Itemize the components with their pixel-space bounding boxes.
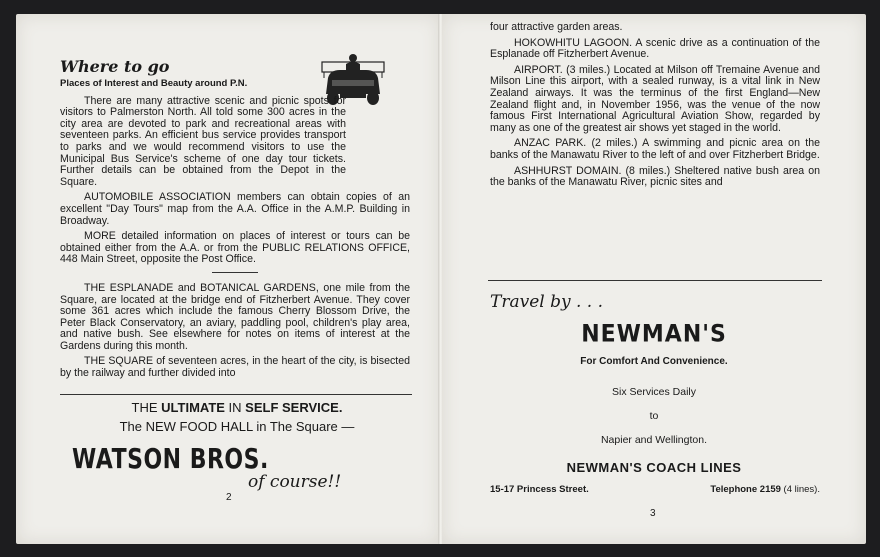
ad-subline: The NEW FOOD HALL in The Square — bbox=[119, 419, 355, 434]
ad-divider bbox=[60, 394, 412, 395]
watson-tagline: of course!! bbox=[248, 472, 342, 492]
airport-paragraph: AIRPORT. (3 miles.) Located at Milson off Tremaine Avenue and Milson Line this airport, with a sealed runway, is a vital link in New Zealand airways. It was the terminus of the first England—New Zealand flight and, in November 1956, was the venue of the now famous First International Agricultural Aviation Show, regarded by many as one of the greatest air shows yet staged in the world. bbox=[490, 63, 820, 134]
page-subheading: Places of Interest and Beauty around P.N. bbox=[60, 78, 248, 89]
newmans-slogan: For Comfort And Convenience. bbox=[580, 356, 728, 367]
phone-number: Telephone 2159 bbox=[710, 484, 781, 495]
page-heading: Where to go bbox=[60, 57, 170, 76]
phone-text bbox=[710, 484, 820, 495]
watson-ad bbox=[62, 398, 412, 434]
page-number-left: 2 bbox=[226, 492, 232, 503]
ad-text-bold: SELF SERVICE. bbox=[245, 400, 343, 415]
services-text: Six Services Daily bbox=[611, 386, 697, 398]
watson-brand: WATSON BROS. bbox=[72, 444, 269, 476]
anzac-paragraph: ANZAC PARK. (2 miles.) A swimming and picnic area on the banks of the Manawatu River to the left of and over Fitzherbert Bridge. bbox=[490, 137, 820, 161]
aa-paragraph: AUTOMOBILE ASSOCIATION members can obtain copies of an excellent "Day Tours" map from the A.A. Office in the A.M.P. Building in Broadway. bbox=[60, 191, 410, 227]
left-column bbox=[60, 58, 410, 384]
ad-text: IN bbox=[224, 400, 246, 415]
ad-text-bold: ULTIMATE bbox=[161, 400, 225, 415]
info-paragraph: MORE detailed information on places of interest or tours can be obtained either from the A.A. or from the PUBLIC RELATIONS OFFICE, 448 Main Street, opposite the Post Office. bbox=[60, 230, 410, 266]
esplanade-paragraph: THE ESPLANADE and BOTANICAL GARDENS, one mile from the Square, are located at the bridge end of Fitzherbert Avenue. They cover some 361 acres which include the famous Cherry Blossom Drive, the Peter Black Conservatory, an aviary, paddling pool, children's play area, and native bush. See elsewhere for notes on items of interest at the Gardens during this month. bbox=[60, 281, 410, 352]
continued-paragraph: four attractive garden areas. bbox=[490, 21, 623, 33]
newmans-brand: NEWMAN'S bbox=[581, 320, 727, 349]
phone-lines: (4 lines). bbox=[780, 484, 820, 495]
right-column bbox=[490, 22, 820, 193]
destinations-text: Napier and Wellington. bbox=[600, 434, 708, 446]
coach-lines-title: NEWMAN'S COACH LINES bbox=[566, 460, 742, 475]
square-paragraph: THE SQUARE of seventeen acres, in the heart of the city, is bisected by the railway and further divided into bbox=[60, 355, 410, 380]
address-text: 15-17 Princess Street. bbox=[490, 484, 589, 495]
ashhurst-paragraph: ASHHURST DOMAIN. (8 miles.) Sheltered native bush area on the banks of the Manawatu River, picnic sites and bbox=[490, 164, 820, 189]
page-number-right: 3 bbox=[650, 508, 656, 519]
ad-divider-right bbox=[488, 280, 822, 281]
to-text: to bbox=[649, 410, 659, 422]
travel-by-text: Travel by . . . bbox=[490, 292, 604, 312]
left-page bbox=[16, 14, 440, 544]
hokowhitu-paragraph: HOKOWHITU LAGOON. A scenic drive as a continuation of the Esplanade off Fitzherbert Avenue. bbox=[490, 36, 820, 61]
right-page bbox=[442, 14, 866, 544]
ad-headline bbox=[62, 400, 412, 415]
section-divider bbox=[212, 272, 258, 273]
intro-paragraph: There are many attractive scenic and picnic spots for visitors to Palmerston North. All told some 300 acres in the city area are devoted to park and recreational areas with seventeen parks. An efficient bus service provides transport to parks and we would recommend visitors to use the Municipal Bus Service's scheme of one day tour tickets. Further details can be obtained from the Depot in the Square. bbox=[60, 94, 346, 188]
ad-text: THE bbox=[131, 400, 162, 415]
